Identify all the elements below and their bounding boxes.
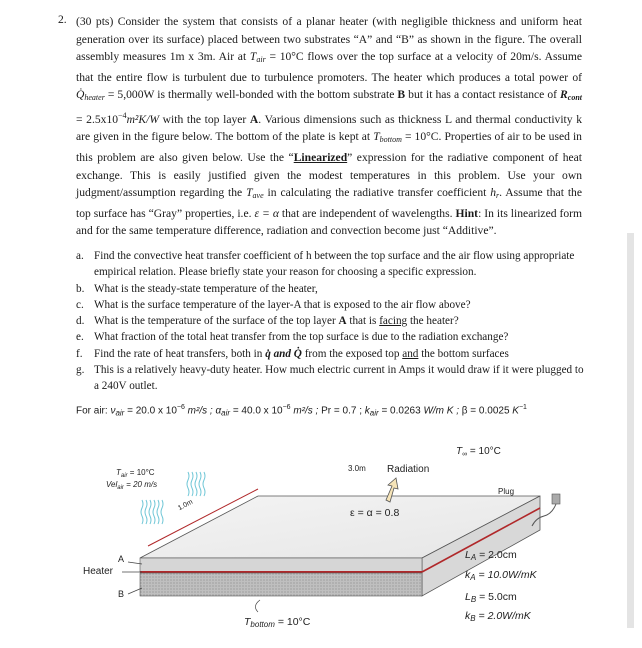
air-properties: For air: $\nu_{air} = 20.0$ x $10^{-6}$ m²/s ; $\alpha_{air} = 40.0$ x $10^{-6}$ m²/s ; Pr = 0.7 ; $k_{air} = 0.0263$ W/m K ; β = 0.0025 $K^{-1}$ [76,404,527,418]
dim-1m-label: 1.0m [177,498,195,513]
airflow-lines-right [187,472,205,496]
question-g: g. This is a relatively heavy-duty heater. How much electric current in Amps it would draw if it were plugged to a 240V outlet. [76,364,584,393]
question-list [76,248,586,395]
layer-b-label: B [118,589,125,599]
plug-icon [552,494,560,504]
question-c: c. What is the surface temperature of the layer-A that is exposed to the air flow above? [76,298,471,311]
kb-value: kB = 2.0W/mK [465,610,531,623]
t-air-label: $T_{air} = 10^\circ C$ [116,468,155,479]
t-inf-label: $T_\infty = 10^\circ C$ [456,446,501,458]
problem-statement: (30 pts) Consider the system that consists of a planar heater (with negligible thickness and uniform heat generation over its surface) placed between two substrates “A” and “B” as shown in the figure. The overall assembly measures 1m x 3m. Air at $T_{air} = 10^\circ C$ flows over the top surface at a velocity of 20m/s. Assume that the entire flow is turbulent due to turbulence promoters. The heater which produces a total power of $Q̇_{heater} = 5,000W$ is thermally well-bonded with the bottom substrate B but it has a contact resistance of $R_{cont} = 2.5x10^{-4}m^2K/W$ with the top layer A. Various dimensions such as thickness L and thermal conductivity k are given in the figure below. The bottom of the plate is kept at $T_{bottom} = 10^\circ C$. Properties of air to be used in this problem are also given below. Use the “Linearized” expression for the radiative component of heat exchange. This is easily justified given the modest temperatures in this problem. Use your own judgment/assumption regarding the $T_{ave}$ in calculating the radiative transfer coefficient $h_r$. Assume that the top surface has “Gray” properties, i.e. ε = α that are independent of wavelengths. Hint: In its linearized form and for the same temperature difference, radiation and convection become just “Additive”. [76,15,583,238]
question-d: d. What is the temperature of the surface of the top layer A that is facing the heater? [76,315,459,328]
question-a: a. Find the convective heat transfer coefficient of h between the top surface and the air flow using appropriate empirical relation. Please briefly state your reason for choosing a specific expression. [76,250,575,279]
question-number: 2. [58,13,67,26]
heater-figure [80,438,580,643]
radiation-label: Radiation [387,464,430,475]
question-e: e. What fraction of the total heat transfer from the top surface is due to the radiation exchange? [76,331,509,344]
leader-bottom [255,600,260,612]
layer-a-label: A [118,554,125,564]
emissivity-label: ε = α = 0.8 [350,507,400,519]
heater-label: Heater [83,566,114,577]
ka-value: kA = 10.0W/mK [465,569,537,582]
airflow-lines-left [141,500,163,524]
dim-3m-label: 3.0m [348,464,366,473]
t-bottom-label: Tbottom = 10°C [244,616,311,629]
layer-a [140,558,422,572]
question-b: b. What is the steady-state temperature of the heater, [76,282,318,295]
vel-air-label: Vel$_{air}$ = 20 m/s [106,480,158,491]
layer-b [140,573,422,596]
la-value: LA = 2.0cm [465,549,517,562]
points: (30 pts) [76,15,114,28]
question-f: f. Find the rate of heat transfers, both in q̇ and Q̇ from the exposed top and the bottom surfaces [76,347,509,360]
lb-value: LB = 5.0cm [465,591,517,604]
scrollbar[interactable] [627,233,634,628]
plug-label: Plug [498,487,515,496]
